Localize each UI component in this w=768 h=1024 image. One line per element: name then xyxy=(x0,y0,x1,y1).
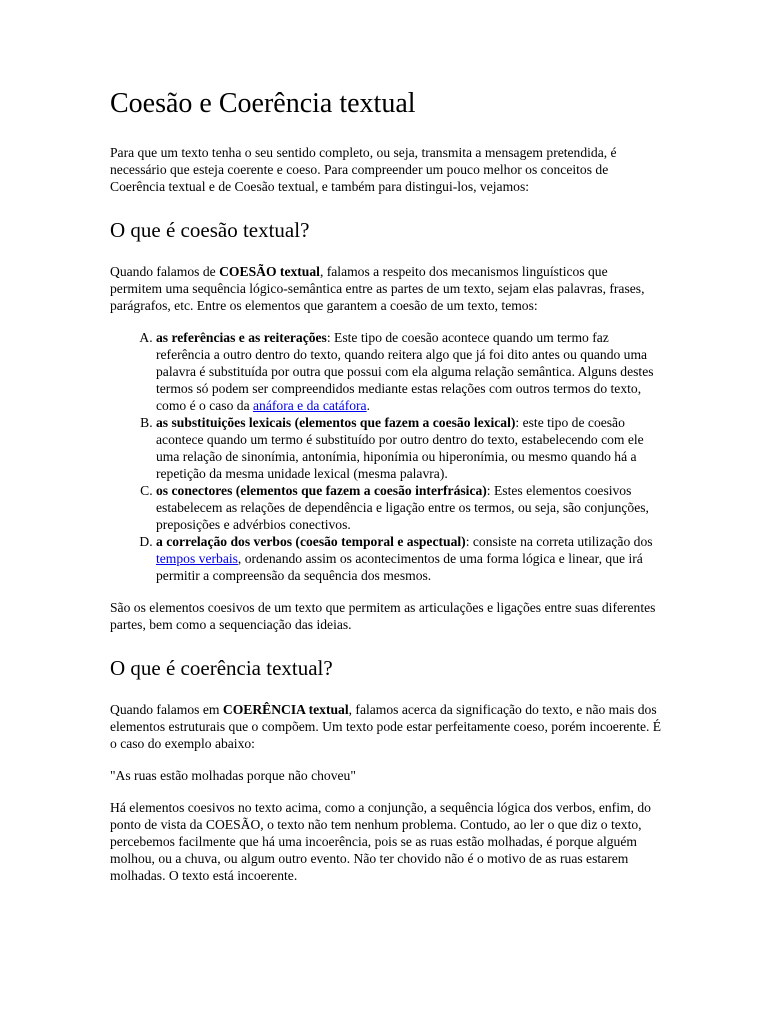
coesao-text-before: Quando falamos de xyxy=(110,264,220,279)
list-item-text: : Estes elementos coesivos estabelecem as relações de dependência e ligação entre os termos, ou seja, são conjunções, preposições e advérbios conectivos. xyxy=(156,483,649,532)
section-heading-coesao: O que é coesão textual? xyxy=(110,218,310,242)
section-heading-coerencia: O que é coerência textual? xyxy=(110,656,333,680)
tempos-verbais-link[interactable]: tempos verbais xyxy=(156,551,238,566)
intro-paragraph: Para que um texto tenha o seu sentido completo, ou seja, transmita a mensagem pretendida, é necessário que esteja coerente e coeso. Para compreender um pouco melhor os conceitos de Coerência textual e de Coesão textual, e também para distingui-los, vejamos: xyxy=(110,145,617,194)
list-item-bold: as referências e as reiterações xyxy=(156,330,327,345)
coerencia-bold-term: COERÊNCIA textual xyxy=(222,702,349,717)
list-item-bold: as substituições lexicais (elementos que fazem a coesão lexical) xyxy=(156,415,516,430)
coesao-bold-term: COESÃO textual xyxy=(219,264,320,279)
list-item-bold: a correlação dos verbos (coesão temporal e aspectual) xyxy=(156,534,466,549)
coesao-conclusion-paragraph: São os elementos coesivos de um texto que permitem as articulações e ligações entre suas diferentes partes, bem como a sequenciação das ideias. xyxy=(110,600,656,632)
coesao-paragraph xyxy=(110,263,662,314)
example-quote: "As ruas estão molhadas porque não choveu" xyxy=(110,768,356,783)
list-item-after: . xyxy=(366,398,370,413)
coesao-text-after: , falamos a respeito dos mecanismos linguísticos que permitem uma sequência lógico-semântica entre as partes de um texto, sejam elas palavras, frases, parágrafos, etc. Entre os elementos que garantem a coesão de um texto, temos: xyxy=(110,264,645,313)
list-item xyxy=(156,414,662,482)
list-item-after: , ordenando assim os acontecimentos de uma forma lógica e linear, que irá permitir a compreensão da sequência dos mesmos. xyxy=(156,551,643,583)
list-item xyxy=(156,533,662,584)
coerencia-paragraph xyxy=(110,701,662,752)
coerencia-text-after: , falamos acerca da significação do texto, e não mais dos elementos estruturais que o compõem. Um texto pode estar perfeitamente coeso, porém incoerente. É o caso do exemplo abaixo: xyxy=(110,702,662,751)
list-item xyxy=(156,482,662,533)
list-item-text: : consiste na correta utilização dos xyxy=(465,534,653,549)
anafora-catafora-link[interactable]: anáfora e da catáfora xyxy=(253,398,367,413)
page-title: Coesão e Coerência textual xyxy=(110,88,416,119)
coerencia-text-before: Quando falamos em xyxy=(110,702,223,717)
list-item-bold: os conectores (elementos que fazem a coesão interfrásica) xyxy=(156,483,487,498)
coesao-elements-list xyxy=(110,329,662,584)
coerencia-conclusion-paragraph: Há elementos coesivos no texto acima, como a conjunção, a sequência lógica dos verbos, enfim, do ponto de vista da COESÃO, o texto não tem nenhum problema. Contudo, ao ler o que diz o texto, percebemos facilmente que há uma incoerência, pois se as ruas estão molhadas, é porque alguém molhou, ou a chuva, ou algum outro evento. Não ter chovido não é o motivo de as ruas estarem molhadas. O texto está incoerente. xyxy=(110,800,651,883)
document-page xyxy=(110,86,662,899)
list-item-text: : este tipo de coesão acontece quando um termo é substituído por outro dentro do texto, estabelecendo com ele uma relação de sinonímia, antonímia, hiponímia ou hiperonímia, ou mesmo quando há a repetição da mesma unidade lexical (mesma palavra). xyxy=(156,415,644,481)
list-item-text: : Este tipo de coesão acontece quando um termo faz referência a outro dentro do texto, quando reitera algo que já foi dito antes ou quando uma palavra é substituída por outra que possui com ela alguma relação semântica. Alguns destes termos só podem ser compreendidos mediante estas relações com outros termos do texto, como é o caso da xyxy=(156,330,654,413)
list-item xyxy=(156,329,662,414)
